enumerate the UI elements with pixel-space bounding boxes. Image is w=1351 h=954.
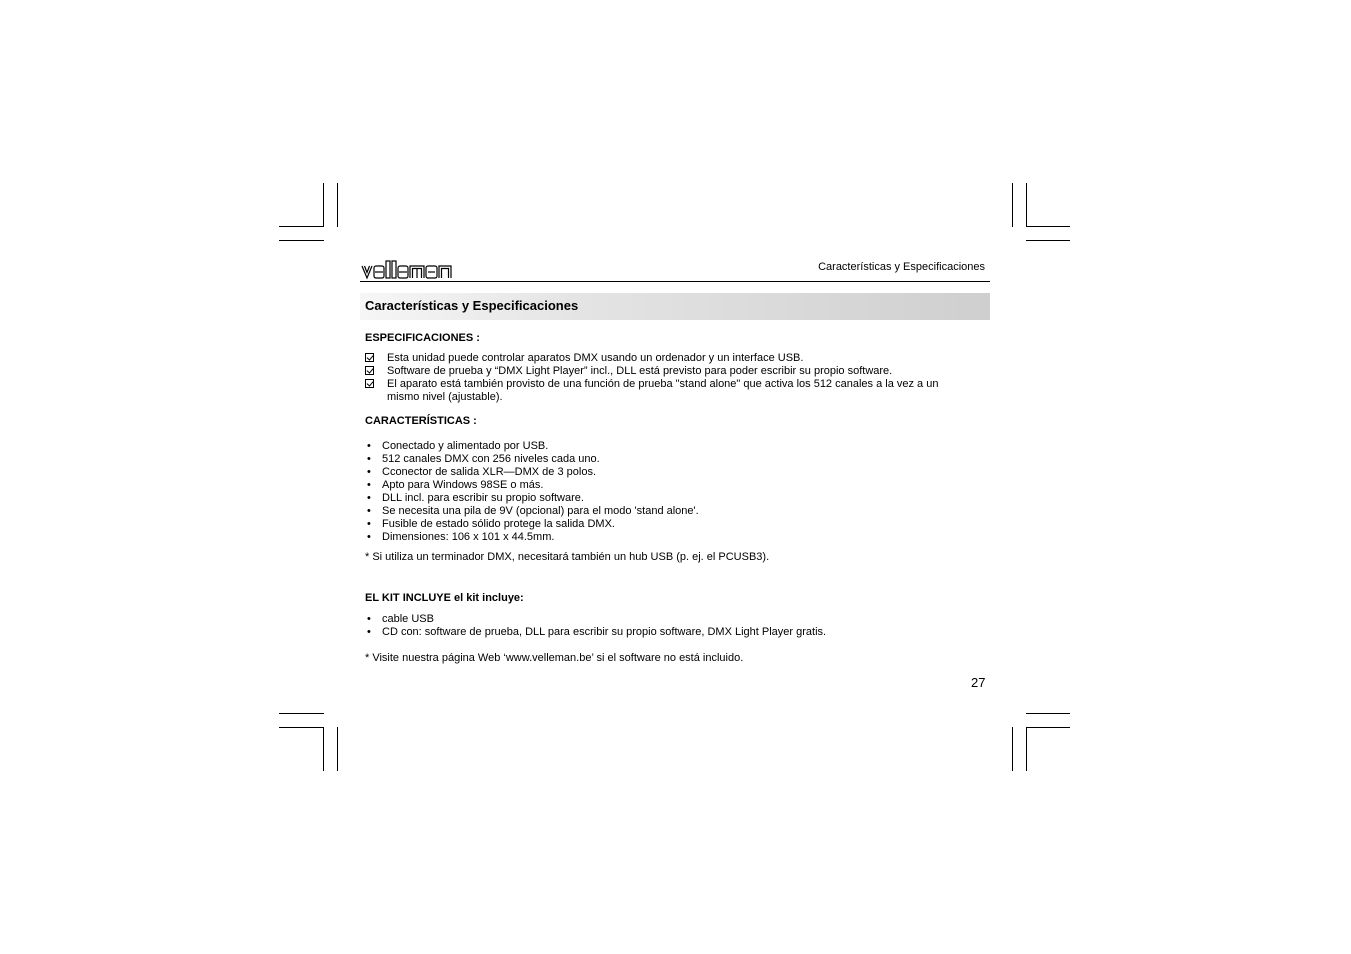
bullet-icon: • <box>367 505 371 517</box>
list-item-text: DLL incl. para escribir su propio software. <box>382 492 584 504</box>
list-item-text: Cconector de salida XLR—DMX de 3 polos. <box>382 466 596 478</box>
bullet-icon: • <box>367 531 371 543</box>
kit-heading: EL KIT INCLUYE el kit incluye: <box>365 592 524 604</box>
list-item <box>365 505 699 518</box>
list-item <box>365 479 699 492</box>
list-item-text: Dimensiones: 106 x 101 x 44.5mm. <box>382 531 555 543</box>
crop-mark <box>1012 727 1013 771</box>
list-item <box>365 352 967 365</box>
list-item-text: El aparato está también provisto de una función de prueba "stand alone" que activa los 512 canales a la vez a un mismo nivel (ajustable). <box>387 378 939 403</box>
crop-mark <box>1026 727 1070 728</box>
features-heading: CARACTERÍSTICAS : <box>365 415 477 427</box>
crop-mark <box>1026 226 1070 227</box>
list-item-text: cable USB <box>382 613 434 625</box>
list-item <box>365 531 699 544</box>
bullet-icon: • <box>367 613 371 625</box>
crop-mark <box>279 713 324 714</box>
features-note: * Si utiliza un terminador DMX, necesitará también un hub USB (p. ej. el PCUSB3). <box>365 551 770 563</box>
checkbox-checked-icon <box>365 365 379 378</box>
header-rule <box>360 281 990 282</box>
velleman-logo <box>361 260 453 280</box>
list-item-text: Software de prueba y “DMX Light Player” incl., DLL está previsto para poder escribir su propio software. <box>387 365 893 377</box>
specifications-heading: ESPECIFICACIONES : <box>365 332 480 344</box>
list-item <box>365 453 699 466</box>
list-item <box>365 613 826 626</box>
list-item <box>365 378 967 404</box>
list-item <box>365 466 699 479</box>
bullet-icon: • <box>367 518 371 530</box>
bullet-icon: • <box>367 466 371 478</box>
list-item-text: Conectado y alimentado por USB. <box>382 440 549 452</box>
bullet-icon: • <box>367 479 371 491</box>
kit-note: * Visite nuestra página Web ‘www.velleman.be’ si el software no está incluido. <box>365 652 744 664</box>
list-item-text: 512 canales DMX con 256 niveles cada uno. <box>382 453 600 465</box>
crop-mark <box>1026 240 1070 241</box>
crop-mark <box>323 183 324 227</box>
checkbox-checked-icon <box>365 352 379 365</box>
list-item <box>365 365 967 378</box>
crop-mark <box>337 727 338 771</box>
section-title-bar <box>360 293 990 320</box>
checkbox-checked-icon <box>365 378 379 391</box>
specifications-list <box>365 352 967 404</box>
crop-mark <box>323 727 324 771</box>
section-title: Características y Especificaciones <box>365 298 579 313</box>
list-item <box>365 492 699 505</box>
list-item <box>365 440 699 453</box>
list-item-text: Apto para Windows 98SE o más. <box>382 479 544 491</box>
bullet-icon: • <box>367 626 371 638</box>
crop-mark <box>279 240 324 241</box>
crop-mark <box>1026 727 1027 771</box>
page-number: 27 <box>971 675 986 690</box>
running-header-title: Características y Especificaciones <box>818 261 985 273</box>
crop-mark <box>337 183 338 227</box>
logo-graphic <box>361 260 453 280</box>
list-item-text: Se necesita una pila de 9V (opcional) para el modo 'stand alone'. <box>382 505 699 517</box>
crop-mark <box>1012 183 1013 227</box>
features-list <box>365 440 699 544</box>
crop-mark <box>279 727 324 728</box>
bullet-icon: • <box>367 440 371 452</box>
kit-list <box>365 613 826 639</box>
list-item-text: Esta unidad puede controlar aparatos DMX usando un ordenador y un interface USB. <box>387 352 804 364</box>
crop-mark <box>1026 183 1027 227</box>
crop-mark <box>279 226 324 227</box>
list-item-text: Fusible de estado sólido protege la salida DMX. <box>382 518 615 530</box>
bullet-icon: • <box>367 453 371 465</box>
list-item-text: CD con: software de prueba, DLL para escribir su propio software, DMX Light Player gratis. <box>382 626 827 638</box>
crop-mark <box>1026 713 1070 714</box>
bullet-icon: • <box>367 492 371 504</box>
list-item <box>365 518 699 531</box>
list-item <box>365 626 826 639</box>
